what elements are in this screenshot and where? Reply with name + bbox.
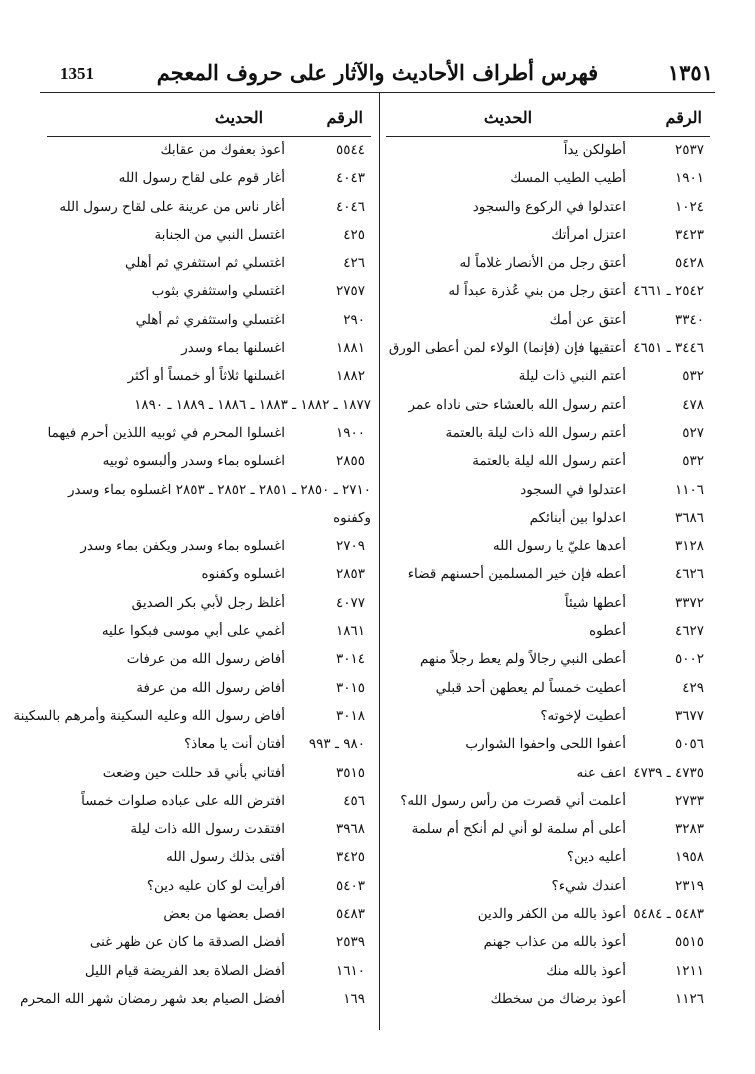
hadith-number: ٣٠١٨: [335, 707, 365, 724]
list-item: [386, 675, 710, 703]
list-item: [386, 958, 710, 986]
list-item: [386, 448, 710, 476]
hadith-text: أعليه دين؟: [566, 849, 626, 866]
hadith-number: ٥٥١٥: [674, 934, 704, 951]
hadith-text: أعتم رسول الله ذات ليلة بالعتمة: [445, 424, 626, 441]
hadith-number: ٣٤٤٦ ـ ٤٦٥١: [633, 340, 704, 357]
hadith-text: أفاض رسول الله من عرفات: [126, 651, 285, 668]
hadith-number: ٤٠٧٧: [335, 594, 365, 611]
hadith-text: افصل بعضها من بعض: [163, 906, 285, 923]
hadith-number: ٥٠٥٦: [674, 736, 704, 753]
hadith-number: ٤٢٩: [682, 679, 704, 696]
page-number-latin: 1351: [60, 64, 94, 83]
hadith-text: افترض الله على عباده صلوات خمساً: [81, 792, 285, 809]
hadith-number: ١٨٨٢: [335, 368, 365, 385]
list-item: [47, 477, 371, 505]
list-item: [386, 929, 710, 957]
hadith-text: أعطه فإن خير المسلمين أحسنهم قضاء: [407, 566, 626, 583]
list-item: [47, 646, 371, 674]
list-item: [47, 816, 371, 844]
list-item: [47, 788, 371, 816]
hadith-number: ٤٢٦: [343, 255, 365, 272]
hadith-text: أعندك شيء؟: [551, 877, 626, 894]
hadith-number: ٤٦٢٦: [674, 566, 704, 583]
hadith-text: اعتدلوا في السجود: [520, 481, 626, 498]
list-item: [386, 901, 710, 929]
text-header: الحديث: [483, 108, 533, 127]
hadith-text: اغسلنها ثلاثاً أو خمساً أو أكثر: [127, 368, 285, 385]
hadith-text: أعتم رسول الله ليلة بالعتمة: [472, 453, 626, 470]
list-item: [20, 986, 371, 1014]
list-item: [386, 505, 710, 533]
hadith-number: ١٨٦١: [335, 623, 365, 640]
list-item: [386, 194, 710, 222]
hadith-number: ٤٧٣٥ ـ ٤٧٣٩: [633, 764, 704, 781]
hadith-number: ٤٢٥: [343, 226, 365, 243]
hadith-number: ٢٨٥٣: [335, 566, 365, 583]
list-item: [386, 420, 710, 448]
list-item: [47, 448, 371, 476]
hadith-text: أعتم النبي ذات ليلة: [518, 368, 626, 385]
hadith-text: ٢٧١٠ ـ ٢٨٥٠ ـ ٢٨٥١ ـ ٢٨٥٢ ـ ٢٨٥٣ اغسلوه بماء وسدر: [68, 481, 371, 498]
hadith-number: ١٠٢٤: [674, 198, 704, 215]
hadith-text: افتقدت رسول الله ذات ليلة: [130, 821, 285, 838]
hadith-text: أعطيت لإخوته؟: [540, 707, 626, 724]
list-item: [386, 222, 710, 250]
list-item: [386, 760, 710, 788]
hadith-number: ٢٥٣٩: [335, 934, 365, 951]
hadith-text: أعلمت أني قصرت من رأس رسول الله؟: [400, 792, 626, 809]
list-item: [386, 844, 710, 872]
num-header: الرقم: [665, 108, 702, 127]
list-item: [386, 788, 710, 816]
hadith-number: ٣٦٨٦: [674, 509, 704, 526]
hadith-text: وكفنوه: [333, 509, 371, 526]
hadith-text: أعوذ بالله من الكفر والدين: [477, 906, 626, 923]
list-item: [386, 533, 710, 561]
hadith-number: ٥٢٧: [682, 424, 704, 441]
hadith-text: اعدلوا بين أبنائكم: [529, 509, 626, 526]
hadith-text: اغتسلي واستثفري ثم أهلي: [135, 311, 285, 328]
hadith-text: أعلى أم سلمة لو أني لم أنكح أم سلمة: [411, 821, 626, 838]
hadith-number: ٣٤٢٥: [335, 849, 365, 866]
hadith-text: أعطيت خمساً لم يعطهن أحد قبلي: [435, 679, 626, 696]
hadith-number: ٢٩٠: [343, 311, 365, 328]
hadith-number: ١٦١٠: [335, 962, 365, 979]
list-item: [47, 590, 371, 618]
list-item: [386, 873, 710, 901]
hadith-number: ٩٨٠ ـ ٩٩٣: [308, 736, 365, 753]
list-item: [47, 165, 371, 193]
hadith-text: أغلظ رجل لأبي بكر الصديق: [131, 594, 285, 611]
list-item: [47, 363, 371, 391]
hadith-number: ١٩٠٠: [335, 424, 365, 441]
hadith-text: أعتق رجل من الأنصار غلاماً له: [459, 255, 626, 272]
list-item: [386, 816, 710, 844]
hadith-text: اغسلنها بماء وسدر: [181, 340, 285, 357]
hadith-number: ١٦٩: [343, 990, 365, 1007]
hadith-text: أعتقيها فإن (فإنما) الولاء لمن أعطى الورق: [388, 340, 626, 357]
list-item: [47, 731, 371, 759]
list-item: [47, 335, 371, 363]
list-item: [47, 901, 371, 929]
entry-list: [386, 137, 710, 1014]
hadith-text: أفتان أنت يا معاذ؟: [184, 736, 285, 753]
list-item: [47, 278, 371, 306]
hadith-number: ٥٤٠٣: [335, 877, 365, 894]
list-item: [47, 137, 371, 165]
list-item: [47, 873, 371, 901]
hadith-text: أعوذ برضاك من سخطك: [490, 990, 626, 1007]
hadith-text: أفاض رسول الله وعليه السكينة وأمرهم بالسكينة: [13, 707, 285, 724]
hadith-text: أفرأيت لو كان عليه دين؟: [146, 877, 285, 894]
list-item: [47, 844, 371, 872]
hadith-text: أفضل الصلاة بعد الفريضة قيام الليل: [84, 962, 285, 979]
list-item: [47, 250, 371, 278]
hadith-number: ٣٣٧٢: [674, 594, 704, 611]
hadith-text: أفتاني بأني قد حللت حين وضعت: [102, 764, 285, 781]
hadith-text: أطولكن يداً: [563, 142, 626, 158]
list-item: [386, 618, 710, 646]
hadith-text: أغار قوم على لقاح رسول الله: [118, 170, 285, 187]
hadith-number: ٣٢٨٣: [674, 821, 704, 838]
hadith-number: ٢٧٣٣: [674, 792, 704, 809]
column-divider: [379, 92, 380, 1030]
hadith-text: أعوذ بالله من عذاب جهنم: [483, 934, 626, 951]
hadith-number: ٣٣٤٠: [674, 311, 704, 328]
hadith-text: اغسلوه وكفنوه: [201, 566, 285, 583]
hadith-number: ٥٤٨٣: [335, 906, 365, 923]
hadith-text: اغسلوا المحرم في ثوبيه اللذين أحرم فيهما: [47, 424, 285, 441]
hadith-text: اعتدلوا في الركوع والسجود: [472, 198, 626, 215]
hadith-text: أعطوه: [589, 623, 626, 640]
hadith-text: اعتزل امرأتك: [551, 226, 626, 243]
hadith-text: أعتق عن أمك: [549, 311, 626, 328]
hadith-number: ٢٥٣٧: [674, 142, 704, 158]
hadith-number: ١٢١١: [674, 962, 704, 979]
page-header: [40, 58, 715, 93]
hadith-text: اغتسلي ثم استثفري ثم أهلي: [125, 255, 285, 272]
hadith-text: أعتم رسول الله بالعشاء حتى ناداه عمر: [408, 396, 626, 413]
hadith-text: أعدها عليّ يا رسول الله: [492, 538, 626, 555]
hadith-text: اعف عنه: [576, 764, 626, 781]
hadith-number: ٣٤٢٣: [674, 226, 704, 243]
list-item: [386, 363, 710, 391]
list-item: [386, 561, 710, 589]
hadith-number: ٤٥٦: [343, 792, 365, 809]
list-item: [47, 222, 371, 250]
right-column: [386, 100, 710, 1014]
hadith-number: ٣١٢٨: [674, 538, 704, 555]
list-item: [386, 646, 710, 674]
hadith-text: أغار ناس من عرينة على لقاح رسول الله: [59, 198, 285, 215]
list-item: [47, 561, 371, 589]
hadith-number: ٥٥٤٤: [335, 142, 365, 158]
list-item: [47, 929, 371, 957]
hadith-number: ٤٧٨: [682, 396, 704, 413]
hadith-text: اغسلوه بماء وسدر وألبسوه ثوبيه: [102, 453, 285, 470]
list-item: [386, 137, 710, 165]
list-item: [386, 731, 710, 759]
hadith-text: أغمي على أبي موسى فبكوا عليه: [101, 623, 285, 640]
hadith-text: اغتسل النبي من الجنابة: [154, 226, 285, 243]
text-header: الحديث: [214, 108, 264, 127]
list-item: [386, 986, 710, 1014]
hadith-text: أعطها شيئاً: [564, 594, 626, 611]
hadith-text: أطيب الطيب المسك: [510, 170, 626, 187]
hadith-number: ٥٣٢: [682, 453, 704, 470]
hadith-text: ١٨٧٧ ـ ١٨٨٢ ـ ١٨٨٣ ـ ١٨٨٦ ـ ١٨٨٩ ـ ١٨٩٠: [134, 396, 371, 413]
hadith-number: ٣٦٧٧: [674, 707, 704, 724]
hadith-text: أفضل الصدقة ما كان عن ظهر غنى: [89, 934, 285, 951]
hadith-number: ٤٠٤٣: [335, 170, 365, 187]
list-item: [47, 307, 371, 335]
hadith-text: أعتق رجل من بني عُذرة عبداً له: [448, 283, 626, 300]
list-item: [386, 703, 710, 731]
hadith-number: ٢٨٥٥: [335, 453, 365, 470]
list-item: [47, 420, 371, 448]
column-header: [47, 100, 371, 137]
page-number-arabic: ١٣٥١: [667, 60, 713, 85]
hadith-text: اغسلوه بماء وسدر ويكفن بماء وسدر: [80, 538, 285, 555]
hadith-number: ٣٠١٤: [335, 651, 365, 668]
entry-list: [13, 137, 371, 1014]
hadith-number: ١٩٠١: [674, 170, 704, 187]
hadith-text: أعوذ بعفوك من عقابك: [160, 142, 285, 158]
hadith-number: ٢٣١٩: [674, 877, 704, 894]
page-title: فهرس أطراف الأحاديث والآثار على حروف المعجم: [156, 60, 599, 85]
hadith-number: ١١٢٦: [674, 990, 704, 1007]
list-item: [47, 675, 371, 703]
hadith-number: ٣٠١٥: [335, 679, 365, 696]
hadith-number: ١١٠٦: [674, 481, 704, 498]
list-item: [386, 335, 710, 363]
hadith-number: ١٨٨١: [335, 340, 365, 357]
list-item: [47, 392, 371, 420]
hadith-text: أفتى بذلك رسول الله: [166, 849, 285, 866]
num-header: الرقم: [326, 108, 363, 127]
list-item: [386, 590, 710, 618]
list-item: [386, 477, 710, 505]
left-column: [13, 100, 371, 1014]
hadith-number: ١٩٥٨: [674, 849, 704, 866]
hadith-number: ٥٣٢: [682, 368, 704, 385]
list-item: [47, 194, 371, 222]
hadith-number: ٤٦٢٧: [674, 623, 704, 640]
hadith-number: ٥٠٠٢: [674, 651, 704, 668]
list-item: [47, 505, 371, 533]
hadith-number: ٢٧٥٧: [335, 283, 365, 300]
column-header: [386, 100, 710, 137]
hadith-number: ٣٩٦٨: [335, 821, 365, 838]
list-item: [47, 618, 371, 646]
hadith-number: ٣٥١٥: [335, 764, 365, 781]
hadith-text: أعوذ بالله منك: [546, 962, 626, 979]
hadith-text: أفضل الصيام بعد شهر رمضان شهر الله المحرم: [20, 990, 285, 1007]
hadith-number: ٤٠٤٦: [335, 198, 365, 215]
list-item: [47, 533, 371, 561]
list-item: [47, 958, 371, 986]
list-item: [47, 760, 371, 788]
list-item: [386, 278, 710, 306]
hadith-text: أعفوا اللحى واحفوا الشوارب: [465, 736, 626, 753]
list-item: [386, 250, 710, 278]
list-item: [386, 165, 710, 193]
hadith-number: ٢٥٤٢ ـ ٤٦٦١: [633, 283, 704, 300]
list-item: [386, 392, 710, 420]
list-item: [13, 703, 371, 731]
hadith-number: ٢٧٠٩: [335, 538, 365, 555]
hadith-number: ٥٤٨٣ ـ ٥٤٨٤: [633, 906, 704, 923]
hadith-text: اغتسلي واستثفري بثوب: [151, 283, 285, 300]
hadith-text: أعطى النبي رجالاً ولم يعط رجلاً منهم: [420, 651, 626, 668]
list-item: [386, 307, 710, 335]
hadith-text: أفاض رسول الله من عرفة: [136, 679, 285, 696]
hadith-number: ٥٤٢٨: [674, 255, 704, 272]
